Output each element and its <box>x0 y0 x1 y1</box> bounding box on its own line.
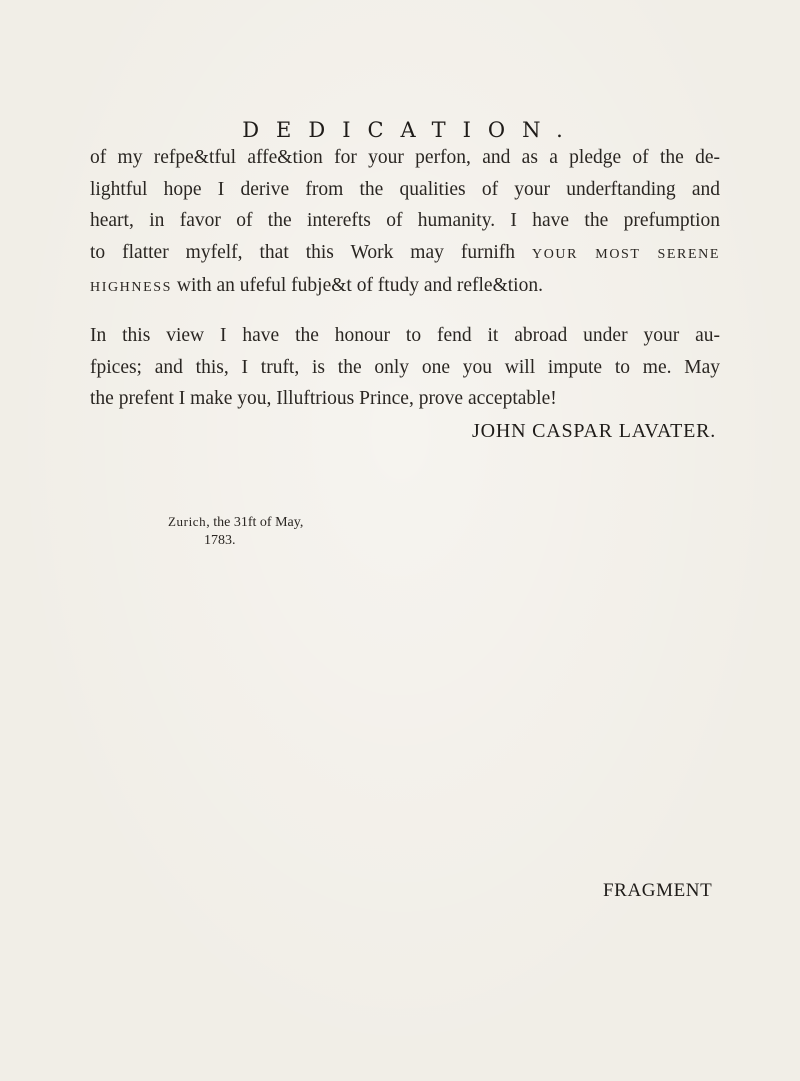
dedication-paragraph-2 <box>90 320 720 415</box>
paragraph-line: heart, in favor of the interefts of humanity. I have the prefumption <box>90 210 720 231</box>
smallcaps-address-cont: HIGHNESS <box>90 280 173 295</box>
running-head: DEDICATION. <box>242 118 580 142</box>
dedication-paragraph-1 <box>90 142 720 304</box>
place-city: Zurich <box>168 514 207 529</box>
paragraph-line: of my refpe&tful affe&tion for your perfon, and as a pledge of the de- <box>90 147 720 168</box>
paragraph-line: the prefent I make you, Illuftrious Prince, prove acceptable! <box>90 388 557 409</box>
paragraph-line: In this view I have the honour to fend it abroad under your au- <box>90 325 720 346</box>
year-text: 1783. <box>204 533 236 548</box>
catchword: FRAGMENT <box>603 880 713 901</box>
place-and-date <box>168 513 303 550</box>
paragraph-line-text: to flatter myfelf, that this Work may furnifh <box>90 241 516 263</box>
paragraph-line-text: with an ufeful fubje&t of ftudy and refle&tion. <box>172 275 543 296</box>
smallcaps-address: YOUR MOST SERENE <box>532 246 720 262</box>
paragraph-line <box>90 237 720 271</box>
paragraph-line: lightful hope I derive from the qualities of your underftanding and <box>90 178 720 200</box>
paragraph-line: fpices; and this, I truft, is the only one you will impute to me. May <box>90 356 720 378</box>
date-text: , the 31ft of May, <box>206 515 304 530</box>
paragraph-line <box>90 270 720 304</box>
author-signature: JOHN CASPAR LAVATER. <box>472 420 717 442</box>
